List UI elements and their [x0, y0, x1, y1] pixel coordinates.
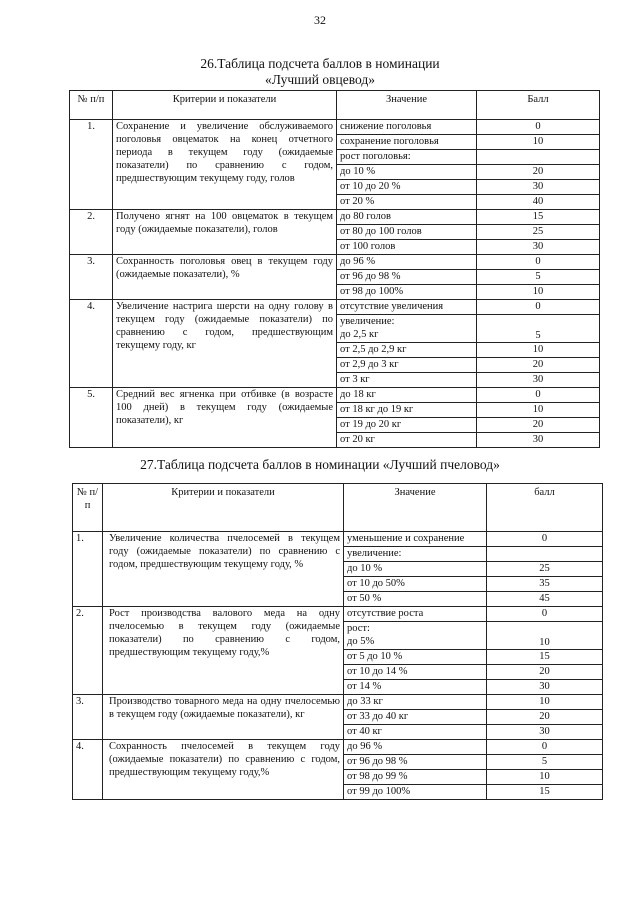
value-cell: отсутствие роста — [344, 607, 487, 622]
points-cell: 0 — [487, 607, 603, 622]
points-cell: 40 — [477, 195, 600, 210]
value-cell: от 2,5 до 2,9 кг — [337, 343, 477, 358]
criteria-cell: Получено ягнят на 100 овцематок в текущем году (ожидаемые показатели), голов — [113, 210, 337, 255]
value-cell: увеличение: — [344, 547, 487, 562]
points-cell: 30 — [487, 680, 603, 695]
value-cell: от 5 до 10 % — [344, 650, 487, 665]
row-number: 2. — [70, 210, 113, 255]
row-number: 5. — [70, 388, 113, 448]
table2-title: 27.Таблица подсчета баллов в номинации «Лучший пчеловод» — [140, 457, 500, 472]
points-cell: 45 — [487, 592, 603, 607]
points-cell: 20 — [477, 165, 600, 180]
value-cell: до 18 кг — [337, 388, 477, 403]
value-cell: от 20 % — [337, 195, 477, 210]
criteria-cell: Рост производства валового меда на одну пчелосемью в текущем году (ожидаемые показатели) по сравнению с годом, предшествующим текущему году,% — [103, 607, 344, 695]
table1-title-line2: «Лучший овцевод» — [265, 72, 375, 87]
header-points: балл — [487, 484, 603, 532]
points-cell: 30 — [477, 180, 600, 195]
row-number: 3. — [70, 255, 113, 300]
points-cell: 30 — [477, 240, 600, 255]
value-cell: до 33 кг — [344, 695, 487, 710]
points-cell: 15 — [477, 210, 600, 225]
header-num: № п/п — [73, 484, 103, 532]
table1-title — [0, 56, 640, 88]
points-cell: 0 — [487, 532, 603, 547]
value-cell: до 96 % — [344, 740, 487, 755]
points-cell: 5 — [477, 270, 600, 285]
points-cell — [487, 547, 603, 562]
value-cell: от 33 до 40 кг — [344, 710, 487, 725]
points-cell: 10 — [487, 695, 603, 710]
points-cell — [477, 150, 600, 165]
value-cell: от 10 до 14 % — [344, 665, 487, 680]
points-cell: 0 — [477, 388, 600, 403]
points-cell: 10 — [477, 285, 600, 300]
points-cell: 10 — [477, 343, 600, 358]
points-cell: 10 — [487, 622, 603, 650]
shepherd-score-table — [69, 90, 600, 448]
header-criteria: Критерии и показатели — [113, 91, 337, 120]
points-cell: 20 — [477, 418, 600, 433]
criteria-cell: Увеличение количества пчелосемей в текущем году (ожидаемые показатели) по сравнению с годом, предшествующим текущему году, % — [103, 532, 344, 607]
value-cell: от 96 до 98 % — [344, 755, 487, 770]
points-cell: 0 — [477, 120, 600, 135]
points-cell: 30 — [487, 725, 603, 740]
points-cell: 35 — [487, 577, 603, 592]
points-cell: 20 — [477, 358, 600, 373]
value-cell: от 20 кг — [337, 433, 477, 448]
points-cell: 25 — [487, 562, 603, 577]
value-cell: рост: до 5% — [344, 622, 487, 650]
value-cell: от 19 до 20 кг — [337, 418, 477, 433]
value-cell: сохранение поголовья — [337, 135, 477, 150]
points-cell: 10 — [487, 770, 603, 785]
row-number: 4. — [73, 740, 103, 800]
points-cell: 10 — [477, 403, 600, 418]
row-number: 1. — [73, 532, 103, 607]
points-cell: 30 — [477, 373, 600, 388]
points-cell: 5 — [487, 755, 603, 770]
criteria-cell: Сохранение и увеличение обслуживаемого поголовья овцематок на конец отчетного периода в текущем году (ожидаемые показатели) по сравнению с годом, предшествующим текущему году, голов — [113, 120, 337, 210]
value-cell: от 50 % — [344, 592, 487, 607]
criteria-cell: Производство товарного меда на одну пчелосемью в текущем году (ожидаемые показатели), кг — [103, 695, 344, 740]
header-num: № п/п — [70, 91, 113, 120]
criteria-cell: Средний вес ягненка при отбивке (в возрасте 100 дней) в текущем году (ожидаемые показатели), кг — [113, 388, 337, 448]
row-number: 4. — [70, 300, 113, 388]
value-cell: уменьшение и сохранение — [344, 532, 487, 547]
points-cell: 25 — [477, 225, 600, 240]
row-number: 2. — [73, 607, 103, 695]
value-cell: от 99 до 100% — [344, 785, 487, 800]
value-cell: от 2,9 до 3 кг — [337, 358, 477, 373]
page-number: 32 — [314, 13, 326, 27]
value-cell: до 10 % — [344, 562, 487, 577]
header-points: Балл — [477, 91, 600, 120]
value-cell: до 10 % — [337, 165, 477, 180]
points-cell: 0 — [487, 740, 603, 755]
points-cell: 5 — [477, 315, 600, 343]
value-cell: от 96 до 98 % — [337, 270, 477, 285]
value-cell: от 98 до 100% — [337, 285, 477, 300]
value-cell: от 98 до 99 % — [344, 770, 487, 785]
table1-title-line1: 26.Таблица подсчета баллов в номинации — [200, 56, 440, 71]
points-cell: 20 — [487, 665, 603, 680]
value-cell: от 3 кг — [337, 373, 477, 388]
header-criteria: Критерии и показатели — [103, 484, 344, 532]
points-cell: 15 — [487, 785, 603, 800]
points-cell: 0 — [477, 300, 600, 315]
value-cell: рост поголовья: — [337, 150, 477, 165]
row-number: 1. — [70, 120, 113, 210]
header-value: Значение — [337, 91, 477, 120]
value-cell: от 18 кг до 19 кг — [337, 403, 477, 418]
value-cell: от 14 % — [344, 680, 487, 695]
value-cell: от 80 до 100 голов — [337, 225, 477, 240]
beekeeper-score-table — [72, 483, 603, 800]
criteria-cell: Сохранность поголовья овец в текущем году (ожидаемые показатели), % — [113, 255, 337, 300]
value-cell: увеличение: до 2,5 кг — [337, 315, 477, 343]
criteria-cell: Увеличение настрига шерсти на одну голову в текущем году (ожидаемые показатели) по сравнению с годом, предшествующим текущему году, кг — [113, 300, 337, 388]
value-cell: от 40 кг — [344, 725, 487, 740]
value-cell: отсутствие увеличения — [337, 300, 477, 315]
points-cell: 20 — [487, 710, 603, 725]
value-cell: снижение поголовья — [337, 120, 477, 135]
value-cell: от 10 до 50% — [344, 577, 487, 592]
points-cell: 30 — [477, 433, 600, 448]
criteria-cell: Сохранность пчелосемей в текущем году (ожидаемые показатели) по сравнению с годом, предшествующим текущему году,% — [103, 740, 344, 800]
points-cell: 0 — [477, 255, 600, 270]
value-cell: от 10 до 20 % — [337, 180, 477, 195]
value-cell: до 80 голов — [337, 210, 477, 225]
points-cell: 10 — [477, 135, 600, 150]
row-number: 3. — [73, 695, 103, 740]
points-cell: 15 — [487, 650, 603, 665]
header-value: Значение — [344, 484, 487, 532]
value-cell: от 100 голов — [337, 240, 477, 255]
value-cell: до 96 % — [337, 255, 477, 270]
